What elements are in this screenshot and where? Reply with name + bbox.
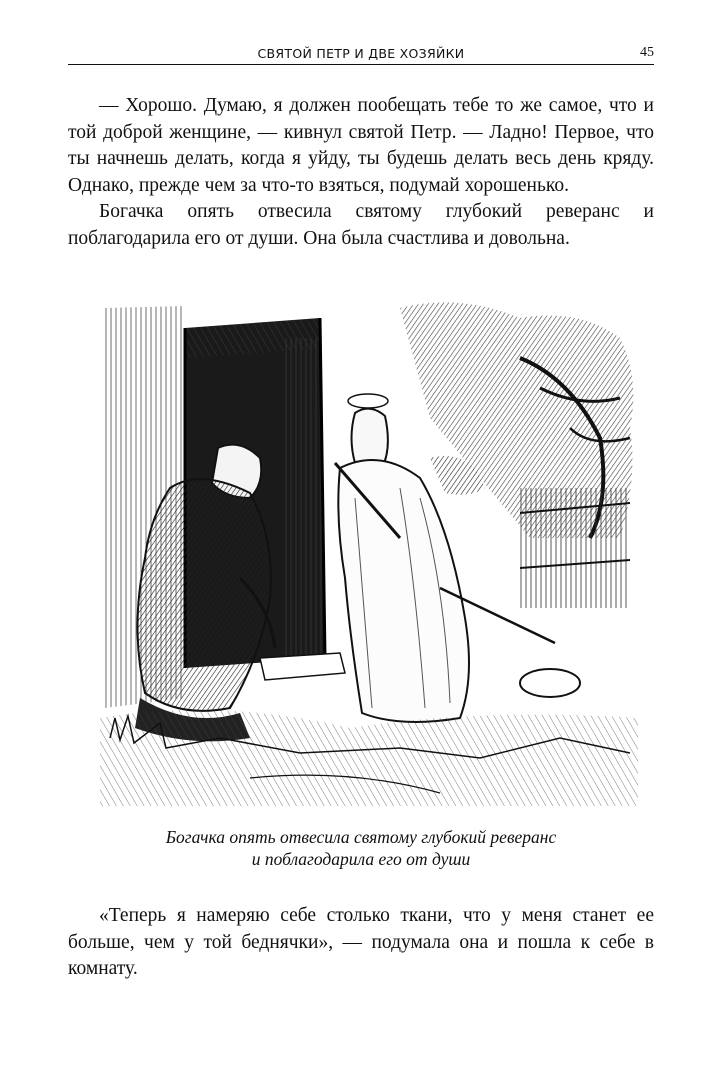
ground <box>100 710 638 806</box>
paragraph: Богачка опять отвесила святому глубокий реверанс и поблагодарила его от души. Она была счастлива и довольна. <box>68 201 654 249</box>
paragraph: «Теперь я намеряю себе столько ткани, что у меня станет ее больше, чем у той беднячки», — подумала она и пошла к себе в комнату. <box>68 905 654 979</box>
ink-drawing <box>100 298 638 806</box>
caption-line: Богачка опять отвесила святому глубокий реверанс <box>165 827 557 847</box>
caption-line: и поблагодарила его от души <box>251 849 471 869</box>
fence <box>520 488 630 608</box>
body-text-bottom <box>68 903 654 983</box>
body-text-top <box>68 93 654 252</box>
halo <box>348 394 388 408</box>
illustration <box>100 298 638 806</box>
illustration-caption <box>68 826 654 870</box>
page-number: 45 <box>640 45 654 60</box>
basin <box>520 669 580 697</box>
running-title: СВЯТОЙ ПЕТР И ДВЕ ХОЗЯЙКИ <box>257 46 465 61</box>
running-header <box>68 42 654 65</box>
paragraph: — Хорошо. Думаю, я должен пообещать тебе то же самое, что и той доброй женщине, — кивнул святой Петр. — Ладно! Первое, что ты начнешь делать, когда я уйду, ты будешь делать весь день кряду. Однако, прежде чем за что-то взяться, подумай хорошенько. <box>68 95 654 196</box>
